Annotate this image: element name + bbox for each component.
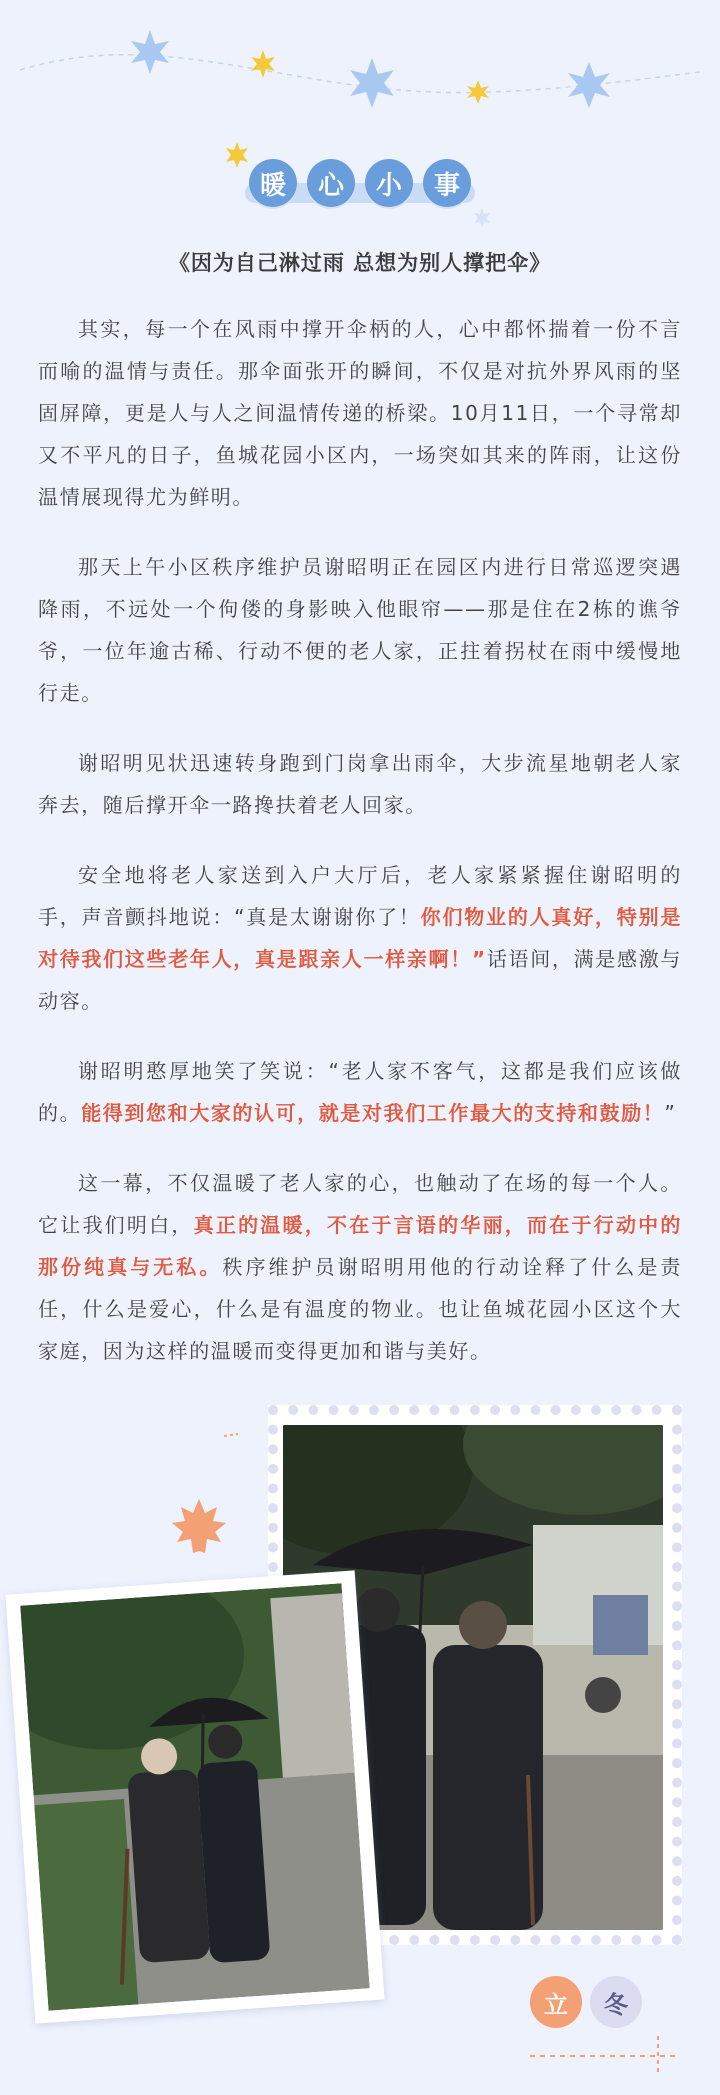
paragraph [38,854,682,1022]
star-icon [568,62,610,108]
star-icon [470,206,494,230]
header-decoration [0,0,720,140]
decor-dashed-line [530,2036,680,2076]
season-char: 立 [530,1976,582,2028]
season-badge [530,1976,642,2028]
season-char: 冬 [590,1976,642,2028]
article-body [38,308,682,1400]
star-icon [131,30,169,74]
highlight-text: 能得到您和大家的认可，就是对我们工作最大的支持和鼓励！ [81,1101,665,1125]
highlight-text: 你们物业的人真好，特别是对待我们这些老年人，真是跟亲人一样亲啊！” [38,905,682,971]
paragraph [38,1050,682,1134]
photo-guard-with-umbrella-front [20,1583,370,2010]
paragraph: 谢昭明见状迅速转身跑到门岗拿出雨伞，大步流星地朝老人家奔去，随后撑开伞一路搀扶着老人回家。 [38,751,682,817]
star-icon [350,58,394,108]
paragraph-text: 安全地将老人家送到入户大厅后，老人家紧紧握住谢昭明的手，声音颤抖地说：“真是太谢谢你了！ [38,863,682,929]
title-char: 暖 [249,159,297,207]
photo-frame [5,1570,384,2023]
article-subtitle: 《因为自己淋过雨 总想为别人撑把伞》 [168,251,552,275]
decor-dots [224,1432,244,1440]
maple-leaf-icon [168,1495,230,1557]
paragraph [38,1162,682,1372]
paragraph-text: ” [664,1101,677,1125]
section-title [0,159,720,207]
highlight-text: 真正的温暖，不在于言语的华丽，而在于行动中的那份纯真与无私。 [38,1213,683,1279]
paragraph-text: 谢昭明憨厚地笑了笑说：“老人家不客气，这都是我们应该做的。 [38,1059,682,1125]
paragraph-text: 话语间，满是感激与动容。 [38,947,683,1013]
star-icon [251,50,275,78]
title-char: 心 [307,159,355,207]
paragraph: 那天上午小区秩序维护员谢昭明正在园区内进行日常巡逻突遇降雨，不远处一个佝偻的身影映入他眼帘——那是住在2栋的谯爷爷，一位年逾古稀、行动不便的老人家，正拄着拐杖在雨中缓慢地行走。 [38,555,682,705]
title-char: 小 [365,159,413,207]
paragraph-text: 秩序维护员谢昭明用他的行动诠释了什么是责任，什么是爱心，什么是有温度的物业。也让鱼城花园小区这个大家庭，因为这样的温暖而变得更加和谐与美好。 [38,1255,682,1363]
paragraph: 其实，每一个在风雨中撑开伞柄的人，心中都怀揣着一份不言而喻的温情与责任。那伞面张开的瞬间，不仅是对抗外界风雨的坚固屏障，更是人与人之间温情传递的桥梁。10月11日，一个寻常却又不平凡的日子，鱼城花园小区内，一场突如其来的阵雨，让这份温情展现得尤为鲜明。 [38,317,682,509]
paragraph-text: 这一幕，不仅温暖了老人家的心，也触动了在场的每一个人。它让我们明白， [38,1171,682,1237]
title-char: 事 [423,159,471,207]
